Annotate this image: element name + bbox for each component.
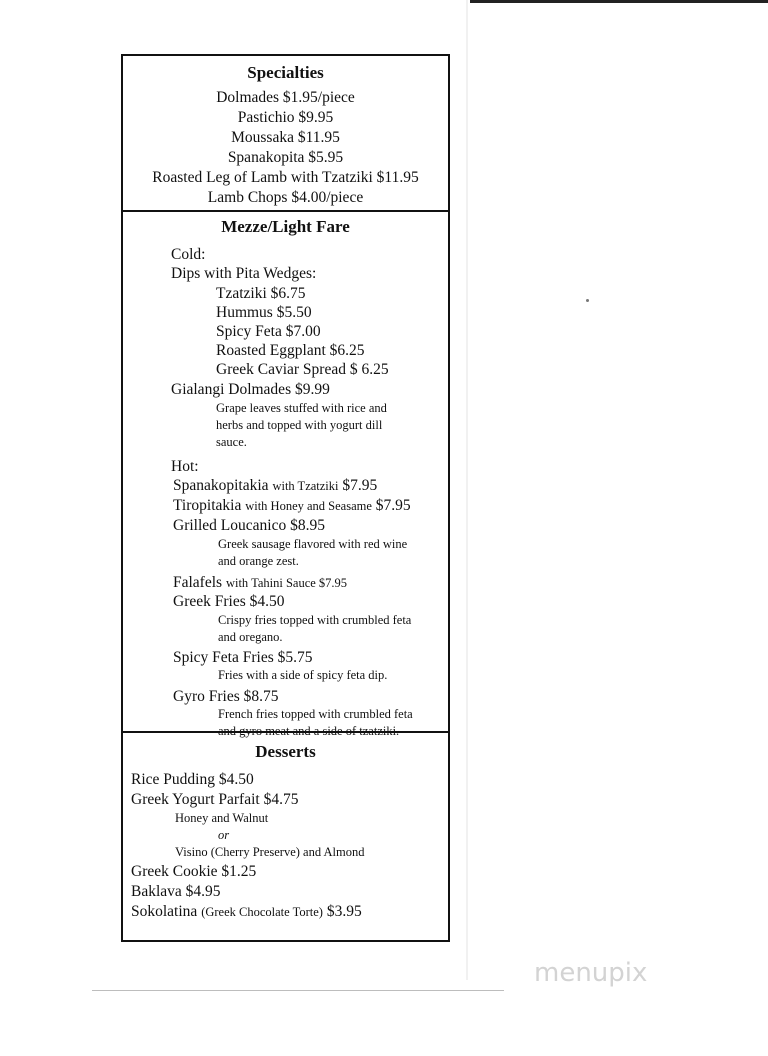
menu-item: Moussaka $11.95 — [231, 129, 340, 146]
item-name: Falafels — [173, 574, 223, 591]
item-name: Tiropitakia — [173, 497, 242, 514]
menu-item: Greek Caviar Spread $ 6.25 — [216, 361, 389, 378]
menu-item: Greek Fries $4.50 — [173, 593, 285, 610]
item-description: Greek sausage flavored with red wine — [218, 537, 408, 551]
menu-item: Gialangi Dolmades $9.99 — [171, 381, 330, 398]
menu-item: Lamb Chops $4.00/piece — [207, 189, 364, 206]
scan-speck — [586, 299, 589, 302]
menu-item — [173, 476, 377, 496]
menu-item: Grilled Loucanico $8.95 — [173, 517, 325, 534]
menu-card — [121, 54, 450, 942]
hot-label: Hot: — [171, 458, 199, 475]
scan-fold-shadow — [466, 0, 468, 980]
item-description: and orange zest. — [218, 554, 299, 568]
menupix-watermark: menupix — [534, 958, 648, 988]
scan-bottom-rule — [92, 990, 504, 991]
item-detail: with Tzatziki — [272, 479, 339, 493]
mezze-heading: Mezze/Light Fare — [221, 217, 350, 236]
or-text: or — [218, 828, 230, 842]
menu-item: Baklava $4.95 — [131, 883, 221, 900]
item-option-or — [218, 827, 229, 844]
specialties-section — [123, 56, 448, 212]
mezze-section — [123, 212, 448, 738]
item-name: Spanakopitakia — [173, 477, 269, 494]
menu-item: Spicy Feta Fries $5.75 — [173, 649, 313, 666]
item-price: $7.95 — [375, 497, 411, 514]
menu-item: Spanakopita $5.95 — [227, 149, 344, 166]
menu-item — [173, 496, 411, 516]
item-detail: (Greek Chocolate Torte) — [201, 905, 323, 919]
desserts-section — [123, 733, 448, 940]
item-price: $7.95 — [342, 477, 378, 494]
menu-item: Greek Cookie $1.25 — [131, 863, 257, 880]
item-option: Honey and Walnut — [175, 811, 269, 825]
menu-item: Pastichio $9.95 — [237, 109, 334, 126]
scan-top-edge — [470, 0, 768, 3]
menu-item: Roasted Leg of Lamb with Tzatziki $11.95 — [152, 169, 419, 186]
item-description: Crispy fries topped with crumbled feta — [218, 613, 412, 627]
item-description: Grape leaves stuffed with rice and — [216, 401, 387, 415]
item-detail: with Tahini Sauce $7.95 — [225, 576, 348, 590]
desserts-heading: Desserts — [255, 742, 316, 761]
item-description: French fries topped with crumbled feta — [218, 707, 413, 721]
menu-item: Greek Yogurt Parfait $4.75 — [131, 791, 299, 808]
menu-item: Roasted Eggplant $6.25 — [216, 342, 365, 359]
item-description: and oregano. — [218, 630, 283, 644]
menu-item: Rice Pudding $4.50 — [131, 771, 254, 788]
item-description: and gyro meat and a side of tzatziki. — [218, 724, 400, 738]
item-option: Visino (Cherry Preserve) and Almond — [175, 845, 365, 859]
specialties-heading: Specialties — [247, 63, 324, 82]
item-name: Sokolatina — [131, 903, 198, 920]
item-description: Fries with a side of spicy feta dip. — [218, 668, 388, 682]
item-price: $3.95 — [326, 903, 362, 920]
item-description: herbs and topped with yogurt dill — [216, 418, 383, 432]
dips-label: Dips with Pita Wedges: — [171, 265, 317, 282]
menu-item: Hummus $5.50 — [216, 304, 312, 321]
menu-item: Tzatziki $6.75 — [216, 285, 306, 302]
menu-item: Dolmades $1.95/piece — [216, 89, 355, 106]
menu-item — [173, 573, 347, 593]
menu-item: Spicy Feta $7.00 — [216, 323, 321, 340]
item-detail: with Honey and Seasame — [245, 499, 372, 513]
item-description: sauce. — [216, 435, 247, 449]
menu-item — [131, 902, 362, 922]
menu-item: Gyro Fries $8.75 — [173, 688, 279, 705]
cold-label: Cold: — [171, 246, 206, 263]
specialties-list — [123, 88, 448, 208]
